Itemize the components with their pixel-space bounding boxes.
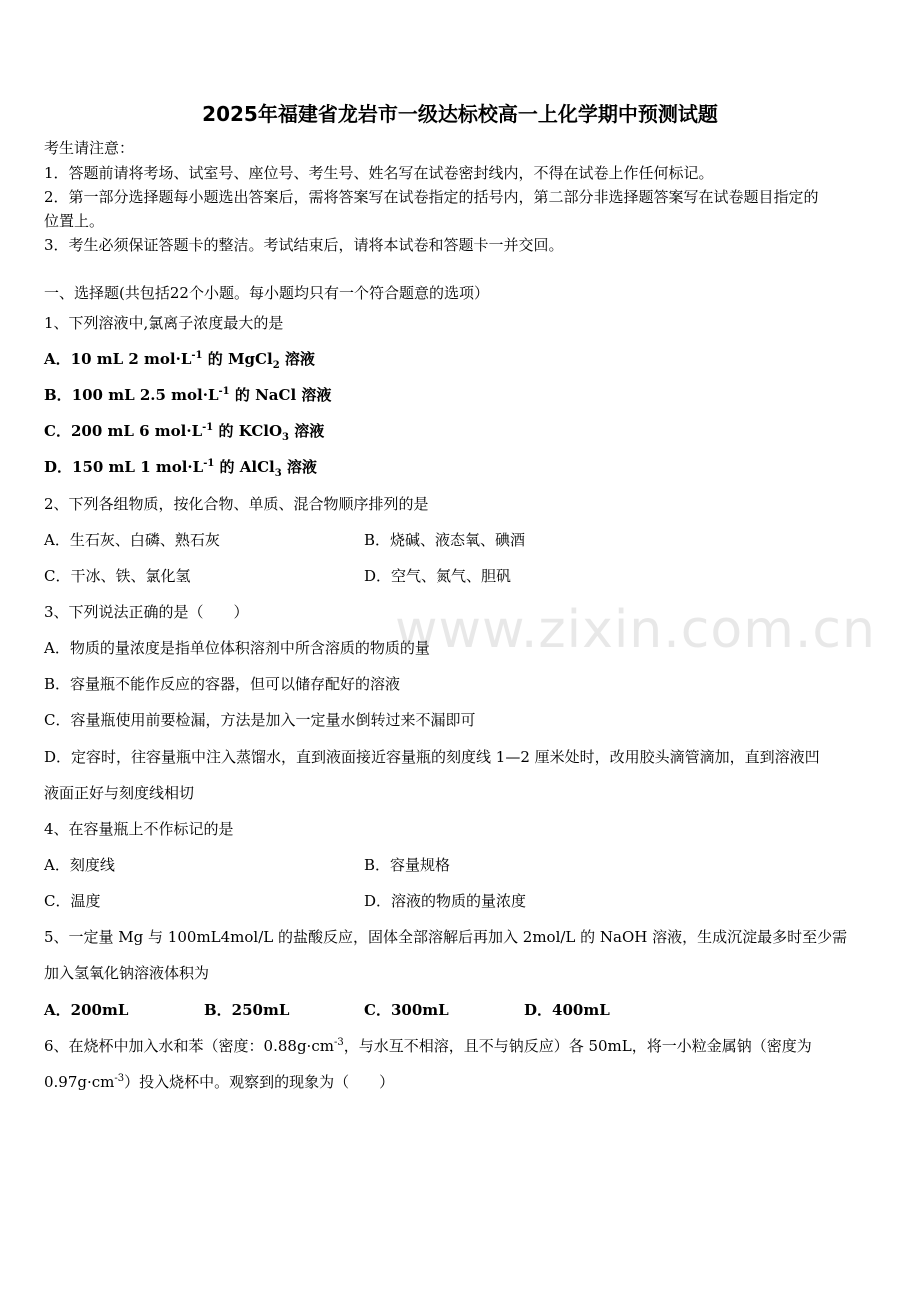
question-2-stem: 2、下列各组物质，按化合物、单质、混合物顺序排列的是 <box>44 495 429 513</box>
notice-heading: 考生请注意： <box>44 139 135 157</box>
question-3-option-a: A．物质的量浓度是指单位体积溶剂中所含溶质的物质的量 <box>44 639 430 657</box>
question-6-stem-cont: $0.97g\cdot cm^{-3}$）投入烧杯中。观察到的现象为（ ） <box>44 1073 395 1091</box>
question-3-option-d-cont: 液面正好与刻度线相切 <box>44 784 195 802</box>
question-3-option-c: C．容量瓶使用前要检漏，方法是加入一定量水倒转过来不漏即可 <box>44 711 476 729</box>
question-5-stem: 5、一定量 Mg 与 100mL4mol/L 的盐酸反应，固体全部溶解后再加入 2mol/L 的 NaOH 溶液，生成沉淀最多时至少需 <box>44 928 848 946</box>
watermark: www.zixin.com.cn <box>395 600 876 660</box>
question-2-row-2 <box>44 565 884 587</box>
question-4-option-c: C．温度 <box>44 892 101 910</box>
question-1-option-a: A．10 mL 2 $mol\cdot L^{-1}$ 的 MgCl$_2$ 溶液 <box>44 350 315 371</box>
notice-item-1: 1．答题前请将考场、试室号、座位号、考生号、姓名写在试卷密封线内，不得在试卷上作任何标记。 <box>44 164 714 182</box>
question-3-option-b: B．容量瓶不能作反应的容器，但可以储存配好的溶液 <box>44 675 401 693</box>
question-2-option-b: B．烧碱、液态氧、碘酒 <box>364 531 526 549</box>
question-6-stem: 6、在烧杯中加入水和苯（密度：$0.88g\cdot cm^{-3}$，与水互不相溶，且不与钠反应）各 50mL，将一小粒金属钠（密度为 <box>44 1037 812 1055</box>
question-5-option-b: B．250mL <box>204 1001 290 1019</box>
page-title: 2025年福建省龙岩市一级达标校高一上化学期中预测试题 <box>202 102 718 126</box>
question-4-option-b: B．容量规格 <box>364 856 451 874</box>
notice-item-2: 2．第一部分选择题每小题选出答案后，需将答案写在试卷指定的括号内，第二部分非选择题答案写在试卷题目指定的 <box>44 188 819 206</box>
notice-item-3: 3．考生必须保证答题卡的整洁。考试结束后，请将本试卷和答题卡一并交回。 <box>44 236 564 254</box>
question-2-option-c: C．干冰、铁、氯化氢 <box>44 567 191 585</box>
notice-item-2-cont: 位置上。 <box>44 212 105 230</box>
question-5-option-c: C．300mL <box>364 1001 449 1019</box>
question-4-row-2 <box>44 890 884 912</box>
section-heading: 一、选择题(共包括22个小题。每小题均只有一个符合题意的选项） <box>44 284 489 302</box>
question-2-row-1 <box>44 529 884 551</box>
question-4-option-d: D．溶液的物质的量浓度 <box>364 892 527 910</box>
question-5-option-a: A．200mL <box>44 1001 129 1019</box>
question-1-option-b: B．100 mL 2.5 $mol\cdot L^{-1}$ 的 NaCl 溶液 <box>44 386 332 404</box>
question-4-row-1 <box>44 854 884 876</box>
question-4-stem: 4、在容量瓶上不作标记的是 <box>44 820 234 838</box>
question-1-stem: 1、下列溶液中,氯离子浓度最大的是 <box>44 314 284 332</box>
question-2-option-d: D．空气、氮气、胆矾 <box>364 567 512 585</box>
question-4-option-a: A．刻度线 <box>44 856 115 874</box>
question-5-stem-cont: 加入氢氧化钠溶液体积为 <box>44 964 210 982</box>
question-5-option-d: D．400mL <box>524 1001 610 1019</box>
question-3-option-d: D．定容时，往容量瓶中注入蒸馏水，直到液面接近容量瓶的刻度线 1—2 厘米处时，改用胶头滴管滴加，直到溶液凹 <box>44 748 820 766</box>
question-1-option-d: D．150 mL 1 $mol\cdot L^{-1}$ 的 AlCl$_3$ 溶液 <box>44 458 317 479</box>
question-2-option-a: A．生石灰、白磷、熟石灰 <box>44 531 220 549</box>
question-1-option-c: C．200 mL 6 $mol\cdot L^{-1}$ 的 KClO$_3$ 溶液 <box>44 422 325 443</box>
question-3-stem: 3、下列说法正确的是（ ） <box>44 603 249 621</box>
